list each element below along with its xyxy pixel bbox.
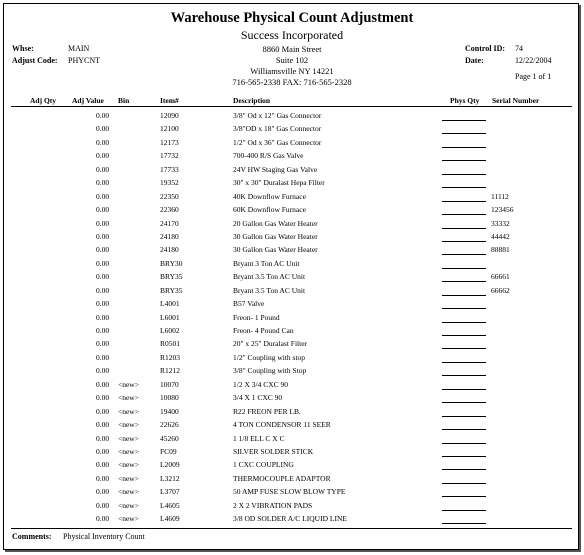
item-cell: L3707 [160,487,180,497]
item-cell: 22350 [160,191,179,201]
adj-value-cell: 0.00 [96,393,110,403]
serial-number-cell: 123456 [491,205,514,215]
table-row [0,243,584,256]
table-row [0,190,584,203]
address-line-3: Williamsville NY 14221 [250,66,334,76]
bin-cell: <new> [118,487,139,497]
description-cell: 40K Downflow Furnace [233,191,306,201]
item-cell: 24170 [160,218,179,228]
table-row [0,122,584,135]
item-cell: 12090 [160,111,179,120]
table-row [0,337,584,350]
item-cell: L4001 [160,299,180,309]
phys-qty-entry-line[interactable] [442,147,486,148]
description-cell: 3/8"OD x 18" Gas Connector [233,124,322,134]
table-row [0,512,584,525]
phys-qty-entry-line[interactable] [442,254,486,255]
phys-qty-entry-line[interactable] [442,174,486,175]
description-cell: 3/8 OD SOLDER A/C LIQUID LINE [233,514,347,524]
table-row [0,270,584,283]
adj-value-cell: 0.00 [96,406,110,416]
item-cell: 24180 [160,231,179,241]
phys-qty-entry-line[interactable] [442,389,486,390]
adjust-code-value: PHYCNT [68,56,101,65]
control-id-value: 74 [515,44,523,53]
phys-qty-entry-line[interactable] [442,187,486,188]
table-row [0,230,584,243]
item-cell: 22626 [160,420,179,430]
adj-value-cell: 0.00 [96,137,110,147]
table-row [0,297,584,310]
item-cell: FC09 [160,446,177,456]
phys-qty-entry-line[interactable] [442,228,486,229]
adj-value-cell: 0.00 [96,285,110,295]
adj-value-cell: 0.00 [96,151,110,161]
serial-number-cell: 33332 [491,218,510,228]
description-cell: Freon- 1 Pound [233,312,280,322]
adj-value-cell: 0.00 [96,124,110,134]
adj-value-cell: 0.00 [96,487,110,497]
table-row [0,311,584,324]
adj-value-cell: 0.00 [96,231,110,241]
bin-cell: <new> [118,446,139,456]
table-row [0,472,584,485]
whse-value: MAIN [68,44,90,53]
count-table-body [0,109,584,526]
description-cell: THERMOCOUPLE ADAPTOR [233,473,331,483]
item-cell: R1203 [160,352,181,362]
date-label: Date: [465,56,484,65]
item-cell: 22360 [160,205,179,215]
item-cell: 12173 [160,137,179,147]
description-cell: Freon- 4 Pound Can [233,326,294,335]
adj-value-cell: 0.00 [96,312,110,322]
bin-cell: <new> [118,473,139,483]
adj-value-cell: 0.00 [96,191,110,201]
serial-number-cell: 11112 [491,191,509,201]
bin-cell: <new> [118,433,139,443]
adj-value-cell: 0.00 [96,514,110,524]
col-adj-qty: Adj Qty [30,96,57,105]
adj-value-cell: 0.00 [96,272,110,282]
item-cell: 19400 [160,406,179,416]
table-row [0,458,584,471]
table-row [0,432,584,445]
description-cell: 1 CXC COUPLING [233,460,294,470]
bin-cell: <new> [118,393,139,403]
control-id-label: Control ID: [465,44,506,53]
item-cell: L4609 [160,514,180,524]
phys-qty-entry-line[interactable] [442,496,486,497]
phys-qty-entry-line[interactable] [442,160,486,161]
col-item: Item# [160,96,179,105]
table-row [0,378,584,391]
serial-number-cell: 88881 [491,245,510,255]
col-phys-qty: Phys Qty [450,96,480,105]
phys-qty-entry-line[interactable] [442,402,486,403]
adj-value-cell: 0.00 [96,460,110,470]
item-cell: 24180 [160,245,179,255]
item-cell: 17733 [160,164,179,174]
item-cell: 10080 [160,393,179,403]
item-cell: 45260 [160,433,179,443]
table-row [0,445,584,458]
col-serial-number: Serial Number [492,96,540,105]
description-cell: 1/2 X 3/4 CXC 90 [233,379,289,389]
description-cell: 3/8" Coupling with Stop [233,366,307,376]
phys-qty-entry-line[interactable] [442,469,486,470]
phys-qty-entry-line[interactable] [442,362,486,363]
comments-value: Physical Inventory Count [63,532,145,541]
adj-value-cell: 0.00 [96,111,110,120]
description-cell: R22 FREON PER LB. [233,406,301,416]
adj-value-cell: 0.00 [96,339,110,349]
adjust-code-label: Adjust Code: [12,56,58,65]
phys-qty-entry-line[interactable] [442,348,486,349]
item-cell: R1212 [160,366,181,376]
phys-qty-entry-line[interactable] [442,295,486,296]
item-cell: BRY30 [160,258,183,268]
table-row [0,364,584,377]
address-line-2: Suite 102 [275,55,309,65]
table-row [0,136,584,149]
description-cell: 700-400 R/S Gas Valve [233,151,304,161]
phys-qty-entry-line[interactable] [442,456,486,457]
adj-value-cell: 0.00 [96,299,110,309]
phys-qty-entry-line[interactable] [442,443,486,444]
adj-value-cell: 0.00 [96,258,110,268]
description-cell: 60K Downflow Furnace [233,205,306,215]
phys-qty-entry-line[interactable] [442,201,486,202]
description-cell: 24V HW Staging Gas Valve [233,164,318,174]
description-cell: 30 Gallon Gas Water Heater [233,245,318,255]
bin-cell: <new> [118,420,139,430]
date-value: 12/22/2004 [515,56,552,65]
adj-value-cell: 0.00 [96,352,110,362]
description-cell: SILVER SOLDER STICK [233,446,314,456]
description-cell: 30 Gallon Gas Water Heater [233,231,318,241]
item-cell: L4605 [160,500,180,510]
description-cell: 4 TON CONDENSOR 11 SEER [233,420,331,430]
header-rule [11,106,572,107]
adj-value-cell: 0.00 [96,366,110,376]
table-row [0,485,584,498]
company-name: Success Incorporated [240,28,344,42]
description-cell: 1/2" Od x 36" Gas Connector [233,137,322,147]
phys-qty-entry-line[interactable] [442,120,486,121]
adj-value-cell: 0.00 [96,379,110,389]
adj-value-cell: 0.00 [96,473,110,483]
adj-value-cell: 0.00 [96,446,110,456]
col-description: Description [233,96,271,105]
description-cell: 1/2" Coupling with stop [233,352,306,362]
description-cell: 20 Gallon Gas Water Heater [233,218,318,228]
phys-qty-entry-line[interactable] [442,214,486,215]
table-row [0,176,584,189]
adj-value-cell: 0.00 [96,164,110,174]
bin-cell: <new> [118,379,139,389]
phys-qty-entry-line[interactable] [442,322,486,323]
description-cell: 30" x 30" Duralast Hepa Filter [233,178,325,188]
adj-value-cell: 0.00 [96,433,110,443]
table-row [0,109,584,122]
table-row [0,163,584,176]
phys-qty-entry-line[interactable] [442,133,486,134]
phys-qty-entry-line[interactable] [442,510,486,511]
serial-number-cell: 66662 [491,285,510,295]
description-cell: 3/4 X 1 CXC 90 [233,393,283,403]
col-adj-value: Adj Value [72,96,104,105]
adj-value-cell: 0.00 [96,420,110,430]
bin-cell: <new> [118,406,139,416]
table-row [0,391,584,404]
adj-value-cell: 0.00 [96,245,110,255]
description-cell: B57 Valve [233,299,265,309]
adj-value-cell: 0.00 [96,205,110,215]
item-cell: 19352 [160,178,179,188]
phys-qty-entry-line[interactable] [442,281,486,282]
description-cell: 50 AMP FUSE SLOW BLOW TYPE [233,487,346,497]
table-row [0,217,584,230]
table-row [0,257,584,270]
item-cell: L3212 [160,473,180,483]
table-row [0,418,584,431]
table-row [0,149,584,162]
phys-qty-entry-line[interactable] [442,523,486,524]
adj-value-cell: 0.00 [96,500,110,510]
item-cell: 17732 [160,151,179,161]
address-line-1: 8860 Main Street [262,44,322,54]
description-cell: 20" x 25" Duralast Filter [233,339,308,349]
phys-qty-entry-line[interactable] [442,429,486,430]
description-cell: 3/8" Od x 12" Gas Connector [233,111,322,120]
phys-qty-entry-line[interactable] [442,375,486,376]
phys-qty-entry-line[interactable] [442,308,486,309]
table-row [0,405,584,418]
table-row [0,499,584,512]
item-cell: BRY35 [160,272,183,282]
table-row [0,324,584,337]
address-line-4: 716-565-2338 FAX: 716-565-2328 [232,77,352,87]
bin-cell: <new> [118,514,139,524]
item-cell: L2009 [160,460,180,470]
comments-label: Comments: [12,532,52,541]
phys-qty-entry-line[interactable] [442,241,486,242]
item-cell: 12100 [160,124,179,134]
bin-cell: <new> [118,460,139,470]
phys-qty-entry-line[interactable] [442,416,486,417]
page-number: Page 1 of 1 [515,72,552,81]
description-cell: Bryant 3.5 Ton AC Unit [233,285,306,295]
col-bin: Bin [118,96,130,105]
description-cell: 2 X 2 VIBRATION PADS [233,500,313,510]
report-title: Warehouse Physical Count Adjustment [170,10,414,26]
phys-qty-entry-line[interactable] [442,268,486,269]
serial-number-cell: 44442 [491,231,510,241]
description-cell: Bryant 3.5 Ton AC Unit [233,272,306,282]
table-row [0,351,584,364]
adj-value-cell: 0.00 [96,326,110,335]
item-cell: L6002 [160,326,180,335]
serial-number-cell: 66661 [491,272,510,282]
bin-cell: <new> [118,500,139,510]
description-cell: Bryant 3 Ton AC Unit [233,258,300,268]
description-cell: 1 1/8 ELL C X C [233,433,285,443]
item-cell: 10070 [160,379,179,389]
item-cell: BRY35 [160,285,183,295]
phys-qty-entry-line[interactable] [442,483,486,484]
adj-value-cell: 0.00 [96,218,110,228]
item-cell: L6001 [160,312,180,322]
adj-value-cell: 0.00 [96,178,110,188]
whse-label: Whse: [12,44,34,53]
table-row [0,284,584,297]
footer-rule [11,528,572,529]
phys-qty-entry-line[interactable] [442,335,486,336]
item-cell: R0501 [160,339,181,349]
table-row [0,203,584,216]
